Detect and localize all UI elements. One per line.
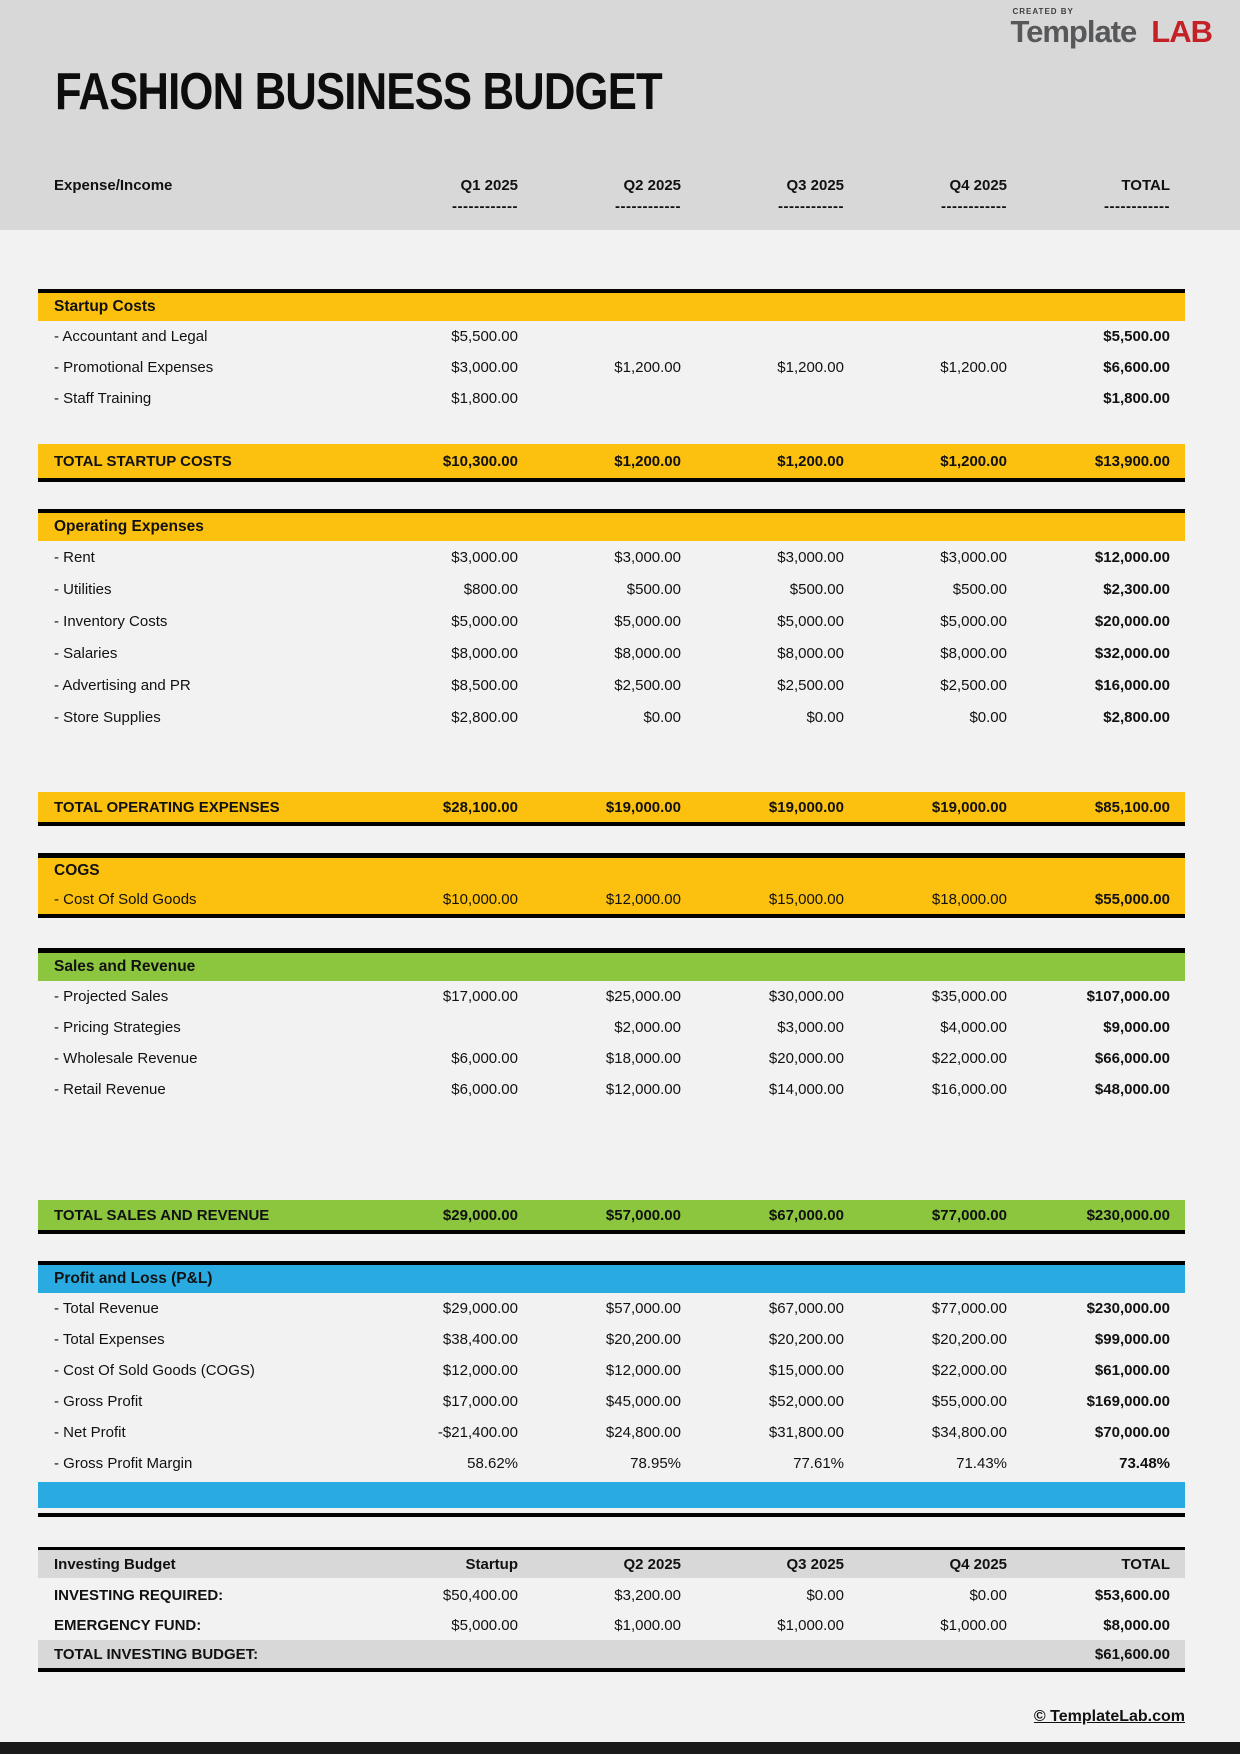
q1-value: $29,000.00 (442, 1300, 518, 1317)
section-cogs (38, 853, 1185, 918)
q3-value: $30,000.00 (768, 988, 844, 1005)
dash-q4: ------------ (941, 197, 1007, 215)
logo-wordmark (1010, 16, 1212, 47)
q4-value: $1,200.00 (940, 452, 1007, 470)
total-value: $85,100.00 (1094, 798, 1170, 816)
row-label: - Salaries (54, 644, 118, 662)
investing-col-total: TOTAL (1121, 1555, 1170, 1573)
q1-value: $17,000.00 (442, 1393, 518, 1410)
investing-title: Investing Budget (54, 1555, 176, 1573)
table-row (38, 1448, 1185, 1479)
q2-value: 78.95% (630, 1455, 681, 1472)
q1-value: $38,400.00 (442, 1331, 518, 1348)
table-row (38, 637, 1185, 669)
q4-value: $500.00 (952, 580, 1007, 598)
q1-value: $17,000.00 (442, 988, 518, 1005)
table-row (38, 1074, 1185, 1105)
column-header-label: Expense/Income (54, 177, 173, 194)
total-value: $8,000.00 (1103, 1616, 1170, 1634)
table-row (38, 884, 1185, 914)
total-value: $169,000.00 (1086, 1393, 1170, 1410)
q1-value: $3,000.00 (451, 548, 518, 566)
q3-value: $20,200.00 (768, 1331, 844, 1348)
q3-value: $1,200.00 (777, 452, 844, 470)
table-row (38, 383, 1185, 414)
row-label: - Retail Revenue (54, 1081, 166, 1098)
q1-value: -$21,400.00 (437, 1424, 518, 1441)
total-value: $48,000.00 (1094, 1081, 1170, 1098)
section-investing-budget (38, 1547, 1185, 1672)
row-label: - Promotional Expenses (54, 359, 214, 376)
q2-value: $12,000.00 (605, 1081, 681, 1098)
q2-value: $3,000.00 (614, 548, 681, 566)
q3-value: $14,000.00 (768, 1081, 844, 1098)
q3-value: $15,000.00 (768, 1362, 844, 1379)
total-value: $107,000.00 (1086, 988, 1170, 1005)
dash-q1: ------------ (452, 197, 518, 215)
total-value: $5,500.00 (1103, 328, 1170, 345)
row-label: - Staff Training (54, 390, 152, 407)
investing-rows (38, 1580, 1185, 1640)
q2-value: $12,000.00 (605, 890, 681, 908)
q1-value: $5,000.00 (451, 1616, 518, 1634)
q4-value: 71.43% (956, 1455, 1007, 1472)
row-label: TOTAL STARTUP COSTS (54, 452, 232, 470)
q1-value: $1,800.00 (451, 390, 518, 407)
copyright-link[interactable]: © TemplateLab.com (1033, 1708, 1185, 1725)
q3-value: $500.00 (789, 580, 844, 598)
q1-value: 58.62% (467, 1455, 518, 1472)
q2-value: $1,200.00 (614, 452, 681, 470)
logo-created-by: CREATED BY (1012, 7, 1074, 16)
total-value: $2,300.00 (1103, 580, 1170, 598)
q1-value: $8,000.00 (451, 644, 518, 662)
table-row (38, 1580, 1185, 1610)
row-label: - Pricing Strategies (54, 1019, 181, 1036)
table-row (38, 669, 1185, 701)
row-label: TOTAL SALES AND REVENUE (54, 1206, 270, 1224)
q3-value: $0.00 (806, 708, 844, 726)
q3-value: $19,000.00 (768, 798, 844, 816)
total-value: $20,000.00 (1094, 612, 1170, 630)
investing-col-startup: Startup (465, 1555, 518, 1573)
table-row (38, 701, 1185, 733)
row-label: - Total Revenue (54, 1300, 159, 1317)
q3-value: $15,000.00 (768, 890, 844, 908)
total-value: $16,000.00 (1094, 676, 1170, 694)
column-dash-row (38, 197, 1185, 215)
q4-value: $22,000.00 (931, 1050, 1007, 1067)
pl-footer-strip (38, 1482, 1185, 1508)
q4-value: $22,000.00 (931, 1362, 1007, 1379)
q2-value: $20,200.00 (605, 1331, 681, 1348)
row-label: - Gross Profit Margin (54, 1455, 193, 1472)
section-sales-header: Sales and Revenue (38, 953, 1185, 981)
section-operating-expenses (38, 509, 1185, 733)
logo-lab-text: LAB (1151, 14, 1212, 49)
total-startup-costs-row (38, 444, 1185, 482)
q2-value: $57,000.00 (605, 1206, 681, 1224)
dash-q3: ------------ (778, 197, 844, 215)
row-label: - Inventory Costs (54, 612, 168, 630)
total-value: $2,800.00 (1103, 708, 1170, 726)
q4-value: $34,800.00 (931, 1424, 1007, 1441)
investing-col-q4: Q4 2025 (949, 1555, 1007, 1573)
q3-value: $2,500.00 (777, 676, 844, 694)
table-row (38, 1610, 1185, 1640)
total-value: $12,000.00 (1094, 548, 1170, 566)
row-label: - Utilities (54, 580, 112, 598)
row-label: EMERGENCY FUND: (54, 1616, 202, 1634)
q3-value: $31,800.00 (768, 1424, 844, 1441)
q3-value: $1,000.00 (777, 1616, 844, 1634)
row-label: - Cost Of Sold Goods (54, 890, 197, 908)
q1-value: $2,800.00 (451, 708, 518, 726)
q4-value: $16,000.00 (931, 1081, 1007, 1098)
total-value: $230,000.00 (1086, 1300, 1170, 1317)
investing-col-q3: Q3 2025 (786, 1555, 844, 1573)
table-row (38, 981, 1185, 1012)
table-row (38, 1043, 1185, 1074)
q4-value: $4,000.00 (940, 1019, 1007, 1036)
table-row (38, 605, 1185, 637)
total-value: $6,600.00 (1103, 359, 1170, 376)
row-label: - Wholesale Revenue (54, 1050, 198, 1067)
row-label: - Cost Of Sold Goods (COGS) (54, 1362, 255, 1379)
q2-value: $3,200.00 (614, 1586, 681, 1604)
total-value: $61,600.00 (1094, 1645, 1170, 1663)
table-row (38, 1324, 1185, 1355)
q1-value: $50,400.00 (442, 1586, 518, 1604)
q3-value: 77.61% (793, 1455, 844, 1472)
q2-value: $1,000.00 (614, 1616, 681, 1634)
section-sales-revenue (38, 948, 1185, 1105)
q3-value: $8,000.00 (777, 644, 844, 662)
q2-value: $8,000.00 (614, 644, 681, 662)
q1-value: $28,100.00 (442, 798, 518, 816)
q4-value: $19,000.00 (931, 798, 1007, 816)
table-row (38, 321, 1185, 352)
column-header-q4: Q4 2025 (949, 177, 1007, 194)
q2-value: $500.00 (626, 580, 681, 598)
total-value: $66,000.00 (1094, 1050, 1170, 1067)
row-label: - Rent (54, 548, 95, 566)
total-value: $99,000.00 (1094, 1331, 1170, 1348)
q3-value: $67,000.00 (768, 1300, 844, 1317)
row-label: - Store Supplies (54, 708, 161, 726)
dash-total: ------------ (1104, 197, 1170, 215)
column-header-q2: Q2 2025 (623, 177, 681, 194)
table-row (38, 352, 1185, 383)
q1-value: $800.00 (463, 580, 518, 598)
q1-value: $5,000.00 (451, 612, 518, 630)
q2-value: $18,000.00 (605, 1050, 681, 1067)
total-value: $9,000.00 (1103, 1019, 1170, 1036)
q4-value: $55,000.00 (931, 1393, 1007, 1410)
q3-value: $3,000.00 (777, 548, 844, 566)
q2-value: $57,000.00 (605, 1300, 681, 1317)
q2-value: $24,800.00 (605, 1424, 681, 1441)
q4-value: $18,000.00 (931, 890, 1007, 908)
section-pl-header: Profit and Loss (P&L) (38, 1265, 1185, 1293)
row-label: - Gross Profit (54, 1393, 143, 1410)
total-sales-revenue-row (38, 1200, 1185, 1234)
q1-value: $6,000.00 (451, 1081, 518, 1098)
q1-value: $12,000.00 (442, 1362, 518, 1379)
q2-value: $0.00 (643, 708, 681, 726)
table-row (38, 1293, 1185, 1324)
q4-value: $5,000.00 (940, 612, 1007, 630)
q4-value: $77,000.00 (931, 1300, 1007, 1317)
q3-value: $1,200.00 (777, 359, 844, 376)
q2-value: $19,000.00 (605, 798, 681, 816)
q4-value: $1,200.00 (940, 359, 1007, 376)
q1-value: $6,000.00 (451, 1050, 518, 1067)
q1-value: $29,000.00 (442, 1206, 518, 1224)
q4-value: $77,000.00 (931, 1206, 1007, 1224)
table-row (38, 573, 1185, 605)
row-label: - Net Profit (54, 1424, 126, 1441)
q4-value: $0.00 (969, 708, 1007, 726)
logo-template-text: Template (1010, 14, 1137, 49)
section-profit-loss (38, 1261, 1185, 1479)
row-label: - Projected Sales (54, 988, 169, 1005)
q2-value: $25,000.00 (605, 988, 681, 1005)
table-row (38, 541, 1185, 573)
row-label: - Advertising and PR (54, 676, 191, 694)
investing-header-row (38, 1550, 1185, 1578)
cogs-block (38, 858, 1185, 918)
q1-value: $10,300.00 (442, 452, 518, 470)
q3-value: $52,000.00 (768, 1393, 844, 1410)
table-row (38, 1386, 1185, 1417)
q2-value: $5,000.00 (614, 612, 681, 630)
total-operating-expenses-row (38, 792, 1185, 826)
total-value: $32,000.00 (1094, 644, 1170, 662)
investing-header-band (38, 1550, 1185, 1578)
investing-col-q2: Q2 2025 (623, 1555, 681, 1573)
total-value: $13,900.00 (1094, 452, 1170, 470)
row-label: - Accountant and Legal (54, 328, 208, 345)
total-value: $61,000.00 (1094, 1362, 1170, 1379)
total-value: 73.48% (1119, 1455, 1170, 1472)
q3-value: $67,000.00 (768, 1206, 844, 1224)
q3-value: $20,000.00 (768, 1050, 844, 1067)
total-value: $1,800.00 (1103, 390, 1170, 407)
q2-value: $45,000.00 (605, 1393, 681, 1410)
table-row (38, 1355, 1185, 1386)
total-value: $55,000.00 (1094, 890, 1170, 908)
q4-value: $0.00 (969, 1586, 1007, 1604)
q2-value: $12,000.00 (605, 1362, 681, 1379)
q4-value: $20,200.00 (931, 1331, 1007, 1348)
table-row (38, 1417, 1185, 1448)
q4-value: $1,000.00 (940, 1616, 1007, 1634)
column-header-q1: Q1 2025 (460, 177, 518, 194)
q2-value: $2,000.00 (614, 1019, 681, 1036)
q4-value: $35,000.00 (931, 988, 1007, 1005)
q2-value: $1,200.00 (614, 359, 681, 376)
table-row (38, 1012, 1185, 1043)
row-label: INVESTING REQUIRED: (54, 1586, 224, 1604)
row-label: TOTAL INVESTING BUDGET: (54, 1645, 259, 1663)
q4-value: $2,500.00 (940, 676, 1007, 694)
total-value: $230,000.00 (1086, 1206, 1170, 1224)
row-label: TOTAL OPERATING EXPENSES (54, 798, 280, 816)
column-header-q3: Q3 2025 (786, 177, 844, 194)
q2-value: $2,500.00 (614, 676, 681, 694)
q4-value: $8,000.00 (940, 644, 1007, 662)
footer-bar (0, 1742, 1240, 1754)
row-label: - Total Expenses (54, 1331, 165, 1348)
section-startup-header: Startup Costs (38, 293, 1185, 321)
q3-value: $5,000.00 (777, 612, 844, 630)
section-startup-costs (38, 289, 1185, 414)
q3-value: $3,000.00 (777, 1019, 844, 1036)
q1-value: $5,500.00 (451, 328, 518, 345)
q1-value: $8,500.00 (451, 676, 518, 694)
total-value: $53,600.00 (1094, 1586, 1170, 1604)
section-operating-header: Operating Expenses (38, 513, 1185, 541)
page-title: FASHION BUSINESS BUDGET (55, 63, 662, 121)
q3-value: $0.00 (806, 1586, 844, 1604)
section-cogs-header: COGS (54, 862, 100, 879)
dash-q2: ------------ (615, 197, 681, 215)
templatelab-logo (1010, 8, 1212, 47)
pl-bottom-divider (38, 1513, 1185, 1517)
q1-value: $3,000.00 (451, 359, 518, 376)
column-header-total: TOTAL (1121, 177, 1170, 194)
q4-value: $3,000.00 (940, 548, 1007, 566)
q1-value: $10,000.00 (442, 890, 518, 908)
total-investing-budget-row (38, 1640, 1185, 1672)
total-value: $70,000.00 (1094, 1424, 1170, 1441)
